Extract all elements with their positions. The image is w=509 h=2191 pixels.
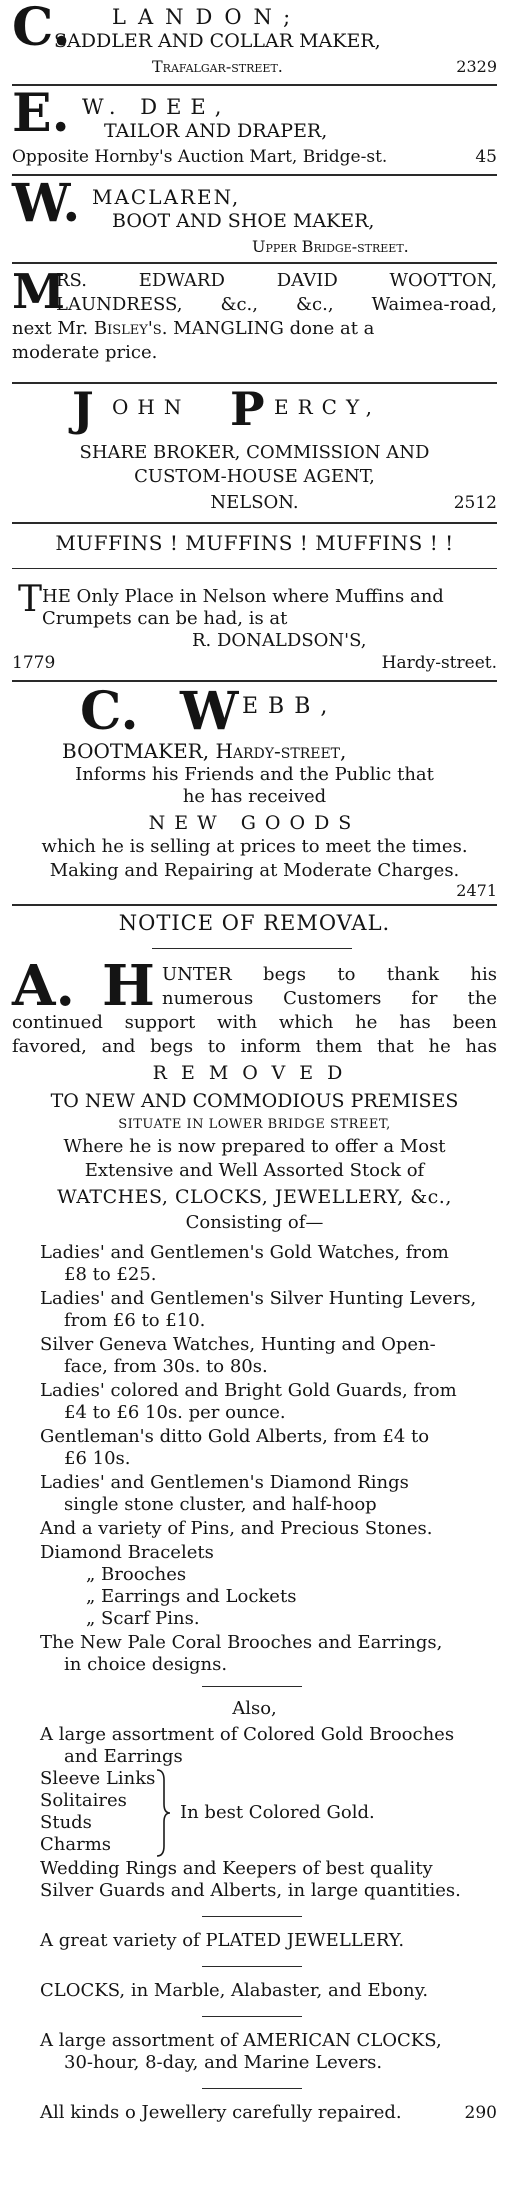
text-line: Consisting of— — [185, 1212, 324, 1233]
text-line: HE Only Place in Nelson where Muffins and — [42, 586, 444, 607]
address-line: Hardy-street. — [381, 653, 497, 673]
list-item: in choice designs. — [64, 1654, 228, 1675]
column-rule — [12, 174, 497, 176]
drop-initial: W. — [12, 173, 81, 234]
brace-text: In best Colored Gold. — [180, 1802, 375, 1823]
list-item: Ladies' colored and Bright Gold Guards, from — [40, 1380, 457, 1401]
short-rule — [202, 1686, 302, 1687]
highlight-line: REMOVED — [152, 1062, 357, 1084]
list-item: Charms — [40, 1834, 112, 1855]
advertiser-name: OHN — [112, 395, 191, 419]
trade-line: TAILOR AND DRAPER, — [104, 120, 328, 142]
list-item: £6 10s. — [64, 1448, 131, 1469]
ad-hunter — [12, 912, 497, 2191]
drop-initial: C. — [80, 681, 139, 742]
list-item: Ladies' and Gentlemen's Silver Hunting Levers, — [40, 1288, 477, 1309]
text-line: LAUNDRESS, &c., &c., Waimea-road, — [56, 294, 497, 315]
ad-maclaren — [12, 173, 497, 260]
ad-number: 2329 — [456, 57, 497, 76]
text-part: Bisley's. — [93, 318, 168, 339]
column-rule — [12, 84, 497, 86]
ad-webb — [12, 681, 497, 900]
highlight-line: NEW GOODS — [148, 812, 361, 834]
list-item: face, from 30s. to 80s. — [64, 1356, 268, 1377]
highlight-line: WATCHES, CLOCKS, JEWELLERY, &c., — [57, 1186, 452, 1208]
column-rule — [12, 262, 497, 264]
text-line: he has received — [182, 786, 327, 807]
text-line: CLOCKS, in Marble, Alabaster, and Ebony. — [40, 1980, 429, 2001]
list-item: Ladies' and Gentlemen's Gold Watches, from — [40, 1242, 449, 1263]
short-rule — [152, 948, 352, 949]
drop-initial: M — [12, 264, 66, 320]
list-item: „ Brooches — [86, 1564, 187, 1585]
text-line: All kinds o Jewellery carefully repaired. — [40, 2102, 402, 2123]
text-line: A great variety of PLATED JEWELLERY. — [40, 1930, 405, 1951]
brace-icon — [154, 1768, 172, 1858]
list-item: single stone cluster, and half-hoop — [64, 1494, 377, 1515]
text-line: Silver Guards and Alberts, in large quantities. — [40, 1880, 461, 1901]
address-line: SITUATE IN LOWER BRIDGE STREET, — [118, 1117, 391, 1132]
ad-wootton — [12, 266, 497, 378]
trade-line: BOOT AND SHOE MAKER, — [112, 210, 375, 232]
list-item: Diamond Bracelets — [40, 1542, 214, 1563]
list-item: £4 to £6 10s. per ounce. — [64, 1402, 286, 1423]
trade-line: CUSTOM-HOUSE AGENT, — [134, 466, 375, 487]
column-rule — [12, 904, 497, 906]
text-line: Informs his Friends and the Public that — [75, 764, 434, 785]
ad-number: 2512 — [453, 493, 497, 513]
ad-number: 45 — [475, 147, 497, 167]
list-item: Gentleman's ditto Gold Alberts, from £4 to — [40, 1426, 430, 1447]
highlight-line: TO NEW AND COMMODIOUS PREMISES — [50, 1090, 459, 1112]
advertiser-name: ERCY, — [274, 395, 381, 419]
list-item: Silver Geneva Watches, Hunting and Open- — [40, 1334, 436, 1355]
short-rule — [202, 1916, 302, 1917]
short-rule — [202, 2088, 302, 2089]
list-item: „ Scarf Pins. — [86, 1608, 200, 1629]
ad-percy — [12, 382, 497, 518]
text-part: next Mr. — [12, 318, 89, 339]
advertiser-name: W. DEE, — [82, 95, 231, 119]
text-line: RS. EDWARD DAVID WOOTTON, — [56, 270, 497, 291]
drop-initial: W — [180, 681, 239, 742]
drop-initial: J — [72, 382, 94, 436]
list-item: And a variety of Pins, and Precious Stones. — [40, 1518, 433, 1539]
advertiser-name: EBB, — [242, 694, 338, 719]
list-item: Sleeve Links — [40, 1768, 156, 1789]
drop-initial: E. — [12, 83, 70, 144]
text-line: Wedding Rings and Keepers of best quality — [40, 1858, 433, 1879]
text-line: continued support with which he has been — [12, 1012, 497, 1033]
drop-initial: C. — [12, 0, 71, 58]
text-line: numerous Customers for the — [162, 988, 497, 1009]
trade-line — [62, 740, 497, 762]
text-line: Making and Repairing at Moderate Charges. — [49, 860, 460, 881]
address-line: NELSON. — [210, 492, 299, 513]
advertiser-name: MACLAREN, — [92, 185, 241, 209]
text-line: moderate price. — [12, 342, 158, 363]
ad-muffins — [12, 528, 497, 674]
text-part: MANGLING done at a — [173, 318, 375, 339]
text-part: BOOTMAKER, — [62, 739, 210, 763]
drop-initial: P — [230, 382, 265, 436]
heading: MUFFINS ! MUFFINS ! MUFFINS ! ! — [55, 531, 454, 555]
text-line: UNTER begs to thank his — [162, 964, 497, 985]
text-line: A large assortment of AMERICAN CLOCKS, — [40, 2030, 442, 2051]
ad-number: 1779 — [12, 653, 56, 673]
ad-landon — [12, 0, 497, 80]
text-line: Also, — [232, 1698, 277, 1719]
text-line: A large assortment of Colored Gold Brooches — [40, 1724, 455, 1745]
drop-initial: H — [102, 953, 155, 1019]
text-line: favored, and begs to inform them that he has — [12, 1036, 497, 1057]
drop-initial: A. — [12, 953, 75, 1019]
list-item: £8 to £25. — [64, 1264, 157, 1285]
list-item: „ Earrings and Lockets — [86, 1586, 297, 1607]
ad-number: 2471 — [456, 881, 497, 900]
text-line: Extensive and Well Assorted Stock of — [84, 1160, 425, 1181]
text-line: Crumpets can be had, is at — [42, 608, 288, 629]
list-item: from £6 to £10. — [64, 1310, 206, 1331]
column-rule — [12, 522, 497, 524]
list-item: The New Pale Coral Brooches and Earrings, — [40, 1632, 443, 1653]
short-rule — [202, 1966, 302, 1967]
text-line — [12, 318, 497, 340]
text-line: R. DONALDSON'S, — [192, 630, 367, 651]
address-line: Trafalgar-street. — [152, 57, 283, 76]
trade-line: SHARE BROKER, COMMISSION AND — [79, 442, 430, 463]
text-part: Hardy-street, — [215, 739, 347, 763]
text-line: and Earrings — [64, 1746, 183, 1767]
ad-dee — [12, 83, 497, 170]
list-item: Ladies' and Gentlemen's Diamond Rings — [40, 1472, 409, 1493]
list-item: Studs — [40, 1812, 92, 1833]
drop-initial: T — [18, 579, 43, 620]
advertiser-name: LANDON; — [112, 5, 303, 29]
column-rule — [12, 568, 497, 569]
text-line: Where he is now prepared to offer a Most — [63, 1136, 446, 1157]
short-rule — [202, 2016, 302, 2017]
text-line: which he is selling at prices to meet the times. — [41, 836, 468, 857]
ad-number: 290 — [464, 2103, 497, 2123]
text-line: 30-hour, 8-day, and Marine Levers. — [64, 2052, 383, 2073]
address-line: Upper Bridge-street. — [252, 237, 409, 256]
address-line: Opposite Hornby's Auction Mart, Bridge-st. — [12, 147, 388, 167]
list-item: Solitaires — [40, 1790, 127, 1811]
heading: NOTICE OF REMOVAL. — [118, 911, 391, 935]
trade-line: SADDLER AND COLLAR MAKER, — [54, 30, 381, 52]
